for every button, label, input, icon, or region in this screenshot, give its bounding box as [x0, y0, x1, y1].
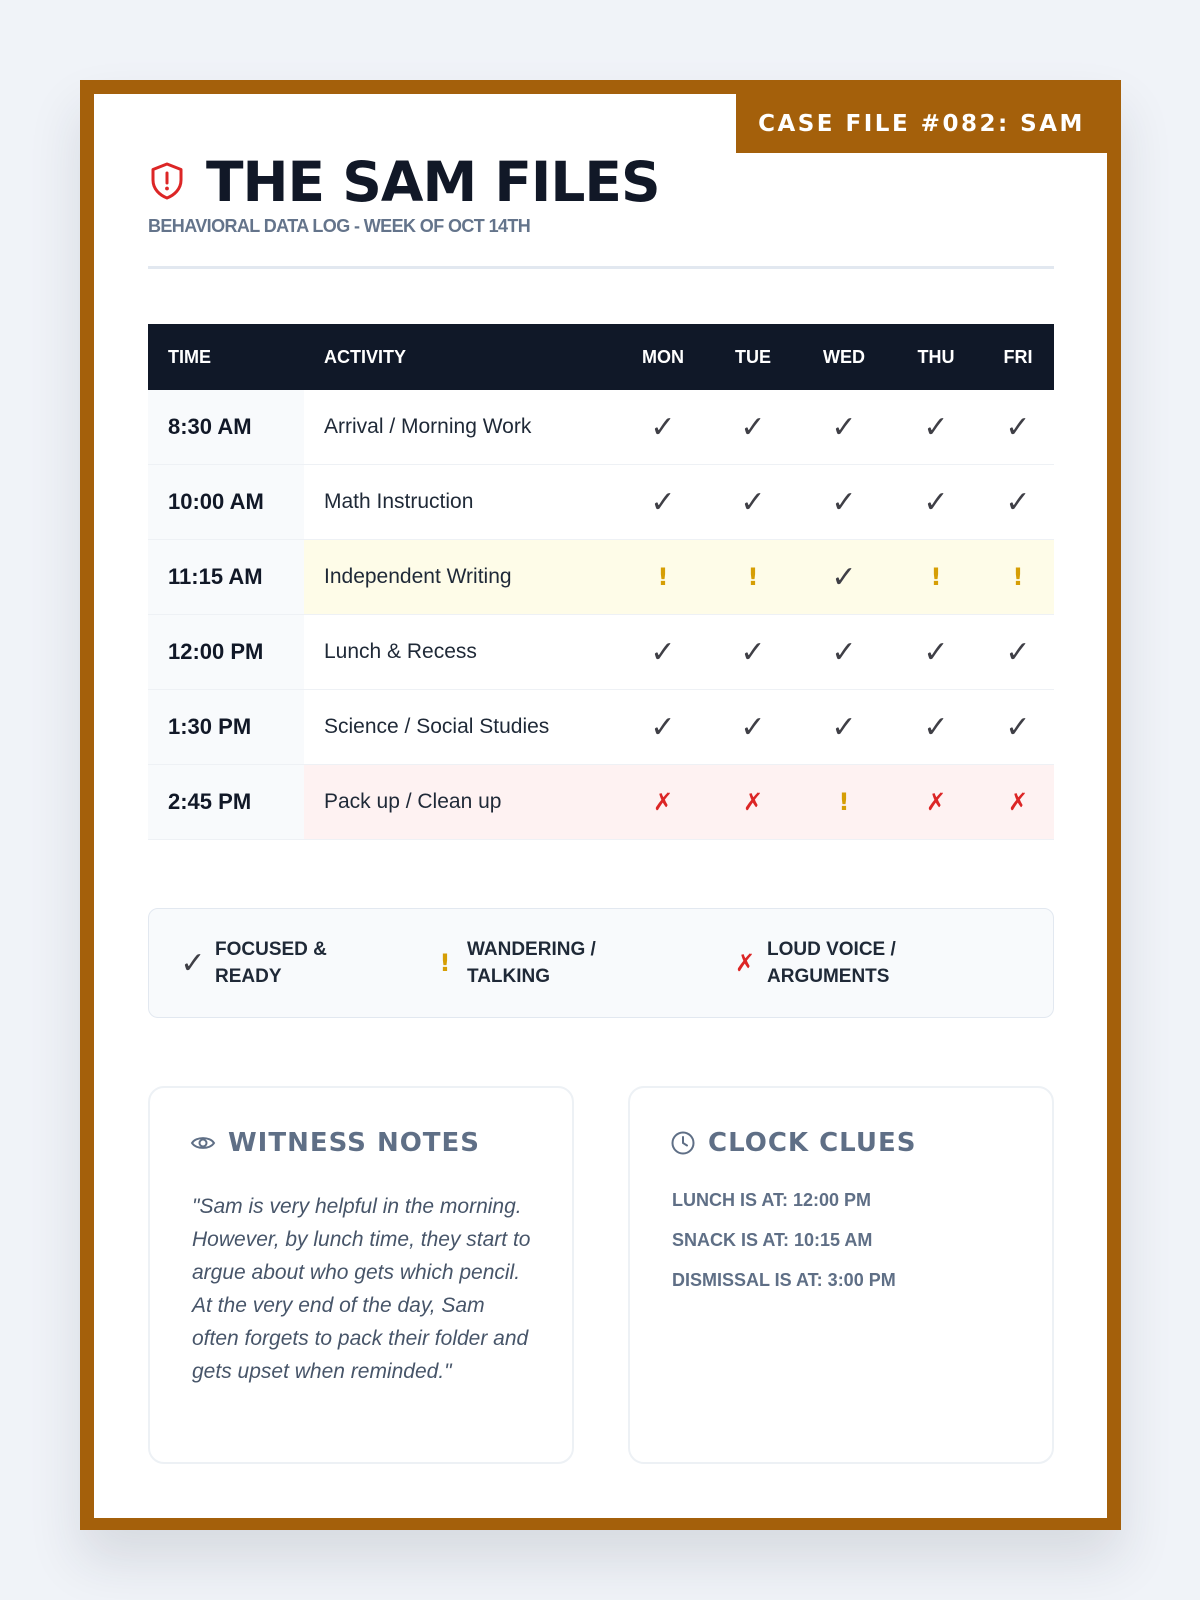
time-cell: 1:30 PM — [148, 690, 304, 765]
exclamation-icon: ! — [747, 563, 759, 591]
shield-alert-icon — [150, 162, 184, 200]
day-cell-fri — [982, 540, 1054, 615]
table-row — [148, 765, 1054, 840]
day-cell-fri — [982, 615, 1054, 690]
activity-cell: Pack up / Clean up — [304, 765, 618, 840]
legend — [148, 908, 1054, 1018]
check-icon: ✓ — [923, 484, 949, 520]
column-header-time: TIME — [148, 324, 304, 390]
day-cell-mon — [618, 690, 708, 765]
activity-cell: Math Instruction — [304, 465, 618, 540]
check-icon: ✓ — [650, 709, 676, 745]
exclamation-icon: ! — [930, 563, 942, 591]
day-cell-wed — [798, 615, 890, 690]
day-cell-fri — [982, 465, 1054, 540]
table-row — [148, 540, 1054, 615]
legend-item-focused — [171, 909, 365, 1017]
check-icon: ✓ — [831, 709, 857, 745]
day-cell-wed — [798, 465, 890, 540]
day-cell-thu — [890, 390, 982, 465]
legend-label: WANDERING / TALKING — [467, 939, 596, 987]
clock-clue-item: LUNCH IS AT: 12:00 PM — [672, 1190, 872, 1210]
witness-notes-header — [190, 1128, 480, 1158]
check-icon: ✓ — [831, 409, 857, 445]
legend-exclamation-icon: ! — [439, 949, 451, 977]
check-icon: ✓ — [923, 709, 949, 745]
table-row — [148, 615, 1054, 690]
case-file-tab: CASE FILE #082: SAM — [736, 94, 1107, 153]
table-row — [148, 690, 1054, 765]
day-cell-fri — [982, 390, 1054, 465]
check-icon: ✓ — [923, 409, 949, 445]
witness-notes-card — [148, 1086, 574, 1464]
day-cell-thu — [890, 690, 982, 765]
check-icon: ✓ — [831, 484, 857, 520]
column-header-mon: MON — [618, 324, 708, 390]
day-cell-fri — [982, 690, 1054, 765]
column-header-wed: WED — [798, 324, 890, 390]
day-cell-mon — [618, 390, 708, 465]
time-cell: 10:00 AM — [148, 465, 304, 540]
day-cell-mon — [618, 465, 708, 540]
day-cell-tue — [708, 615, 798, 690]
clock-clues-header — [670, 1128, 916, 1158]
exclamation-icon: ! — [1012, 563, 1024, 591]
column-header-fri: FRI — [982, 324, 1054, 390]
day-cell-mon — [618, 615, 708, 690]
activity-cell: Science / Social Studies — [304, 690, 618, 765]
exclamation-icon: ! — [657, 563, 669, 591]
day-cell-mon — [618, 765, 708, 840]
table-row — [148, 390, 1054, 465]
table-header-row — [148, 324, 1054, 390]
clock-clue-item: DISMISSAL IS AT: 3:00 PM — [672, 1270, 896, 1290]
clock-clues-title: CLOCK CLUES — [708, 1128, 917, 1158]
clock-clue-item: SNACK IS AT: 10:15 AM — [672, 1230, 873, 1250]
check-icon: ✓ — [923, 634, 949, 670]
day-cell-wed — [798, 390, 890, 465]
day-cell-tue — [708, 465, 798, 540]
time-cell: 2:45 PM — [148, 765, 304, 840]
day-cell-thu — [890, 765, 982, 840]
x-icon: ✗ — [742, 788, 764, 816]
legend-label: FOCUSED & READY — [215, 939, 327, 987]
day-cell-tue — [708, 765, 798, 840]
legend-item-wandering — [423, 909, 617, 1017]
day-cell-tue — [708, 390, 798, 465]
behavior-table — [148, 324, 1054, 840]
table-row — [148, 465, 1054, 540]
legend-item-loud — [723, 909, 947, 1017]
activity-cell: Arrival / Morning Work — [304, 390, 618, 465]
day-cell-thu — [890, 540, 982, 615]
activity-cell: Independent Writing — [304, 540, 618, 615]
legend-x-icon: ✗ — [734, 949, 756, 977]
check-icon: ✓ — [650, 409, 676, 445]
check-icon: ✓ — [831, 559, 857, 595]
x-icon: ✗ — [652, 788, 674, 816]
time-cell: 8:30 AM — [148, 390, 304, 465]
page-subtitle: BEHAVIORAL DATA LOG - WEEK OF OCT 14TH — [148, 216, 531, 236]
divider — [148, 266, 1054, 269]
witness-notes-title: WITNESS NOTES — [228, 1128, 481, 1158]
check-icon: ✓ — [740, 709, 766, 745]
clock-clues-card — [628, 1086, 1054, 1464]
day-cell-wed — [798, 690, 890, 765]
x-icon: ✗ — [1007, 788, 1029, 816]
day-cell-wed — [798, 765, 890, 840]
check-icon: ✓ — [1005, 634, 1031, 670]
day-cell-tue — [708, 540, 798, 615]
exclamation-icon: ! — [838, 788, 850, 816]
check-icon: ✓ — [1005, 484, 1031, 520]
activity-cell: Lunch & Recess — [304, 615, 618, 690]
check-icon: ✓ — [1005, 409, 1031, 445]
check-icon: ✓ — [740, 484, 766, 520]
legend-check-icon: ✓ — [180, 945, 206, 981]
day-cell-mon — [618, 540, 708, 615]
eye-icon — [190, 1130, 216, 1156]
time-cell: 12:00 PM — [148, 615, 304, 690]
check-icon: ✓ — [831, 634, 857, 670]
column-header-activity: ACTIVITY — [304, 324, 618, 390]
column-header-tue: TUE — [708, 324, 798, 390]
check-icon: ✓ — [740, 634, 766, 670]
page-title: THE SAM FILES — [206, 150, 660, 214]
check-icon: ✓ — [1005, 709, 1031, 745]
time-cell: 11:15 AM — [148, 540, 304, 615]
day-cell-tue — [708, 690, 798, 765]
check-icon: ✓ — [650, 484, 676, 520]
legend-label: LOUD VOICE / ARGUMENTS — [767, 939, 896, 987]
x-icon: ✗ — [925, 788, 947, 816]
clock-icon — [670, 1130, 696, 1156]
check-icon: ✓ — [740, 409, 766, 445]
column-header-thu: THU — [890, 324, 982, 390]
day-cell-wed — [798, 540, 890, 615]
witness-quote: "Sam is very helpful in the morning. However, by lunch time, they start to argue about who gets which pencil. At the very end of the day, Sam often forgets to pack their folder and gets upset when reminded." — [192, 1195, 531, 1383]
check-icon: ✓ — [650, 634, 676, 670]
day-cell-thu — [890, 465, 982, 540]
day-cell-thu — [890, 615, 982, 690]
day-cell-fri — [982, 765, 1054, 840]
